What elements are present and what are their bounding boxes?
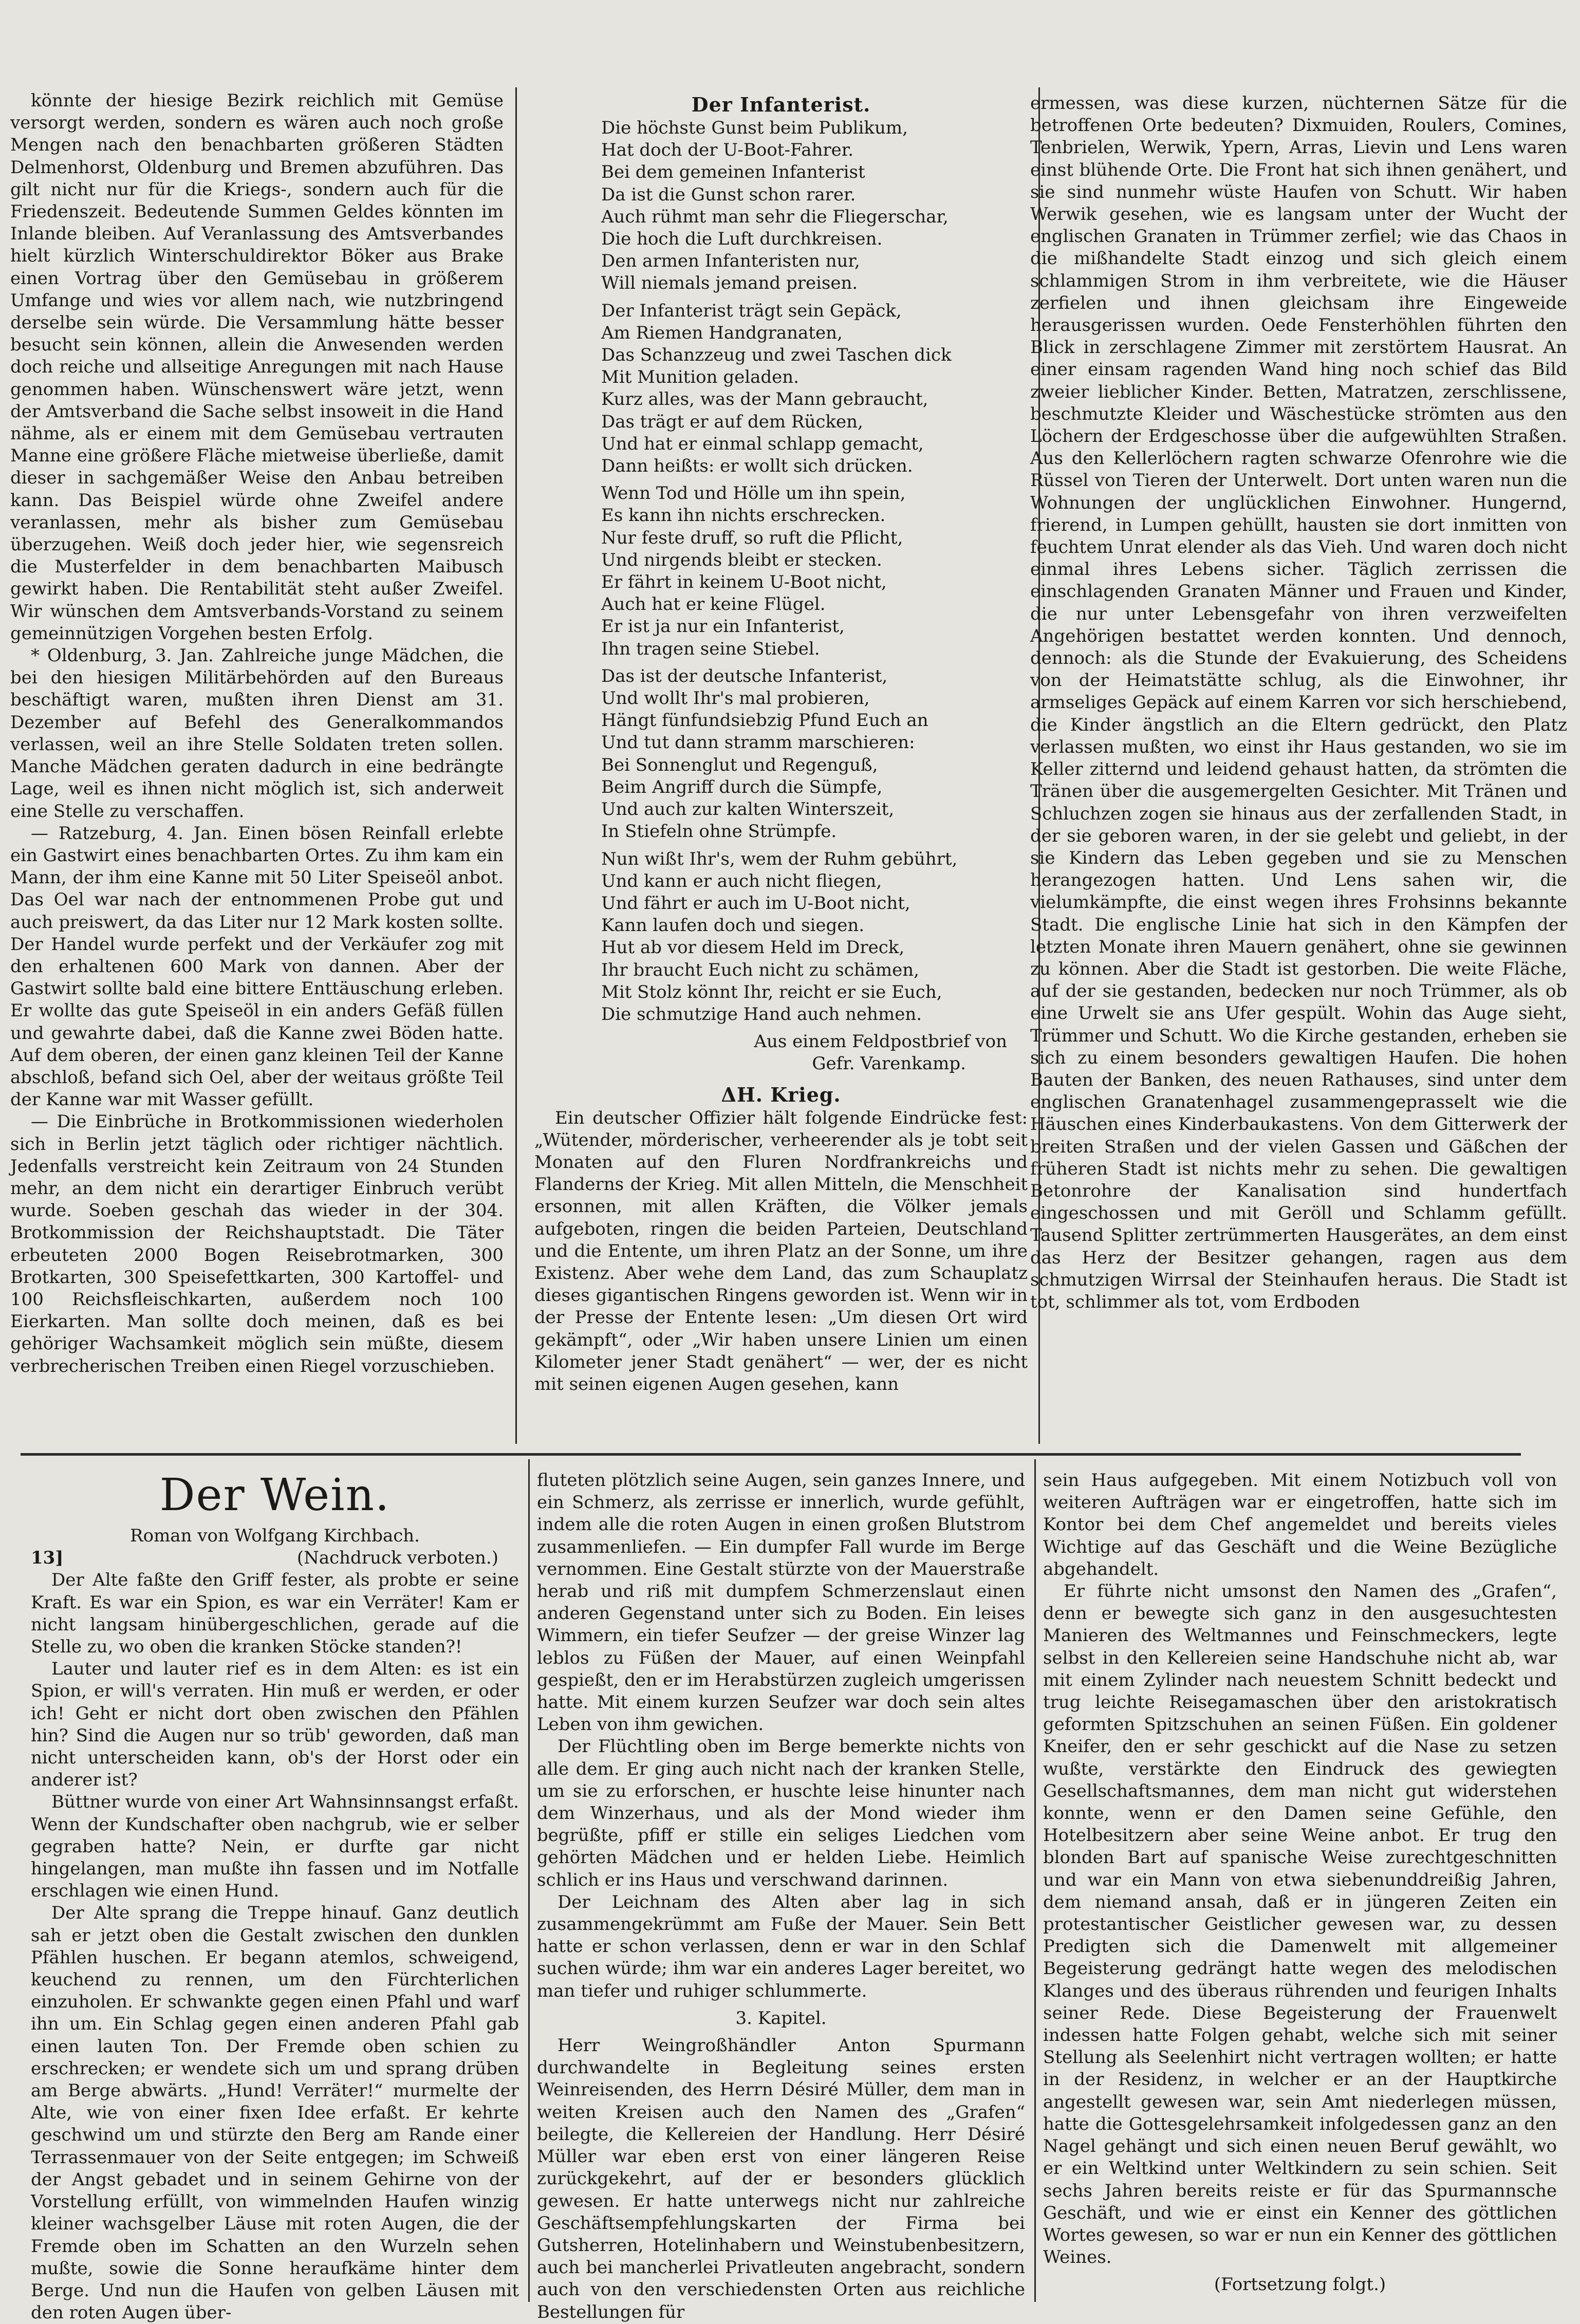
poem-stanza xyxy=(601,117,1028,295)
poem-line: Es kann ihn nichts erschrecken. xyxy=(601,505,886,526)
installment-number: 13] xyxy=(31,1548,64,1569)
poem-line: Er ist ja nur ein Infanterist, xyxy=(601,616,845,637)
feuilleton-subtitle: Roman von Wolfgang Kirchbach. xyxy=(130,1526,420,1546)
poem-line: Ihn tragen seine Stiebel. xyxy=(601,638,820,659)
poem-stanza xyxy=(601,848,1028,1026)
poem-line: Beim Angriff durch die Sümpfe, xyxy=(601,776,883,797)
feuilleton-column-3 xyxy=(1043,1470,1557,2297)
poem-line: Und auch zur kalten Winterszeit, xyxy=(601,799,895,820)
novel-paragraph: Der Alte sprang die Treppe hinauf. Ganz deutlich sah er jetzt oben die Gestalt zwischen den dunklen Pfählen huschen. Er begann atemlos, schweigend, keuchend zu rennen, um den Fürchterlichen einzuholen. Er schwankte gegen einen Pfahl und warf ihn um. Ein Schlag gegen einen anderen Pfahl gab einen lauten Ton. Der Fremde oben schien zu erschrecken; er wendete sich um und sprang drüben am Berge abwärts. „Hund! Verräter!“ murmelte der Alte, wie von einer fixen Idee erfaßt. Er kehrte geschwind um und stürzte den Berg am Rande einer Terrassenmauer von der Seite entgegen; im Schweiß der Angst gebadet und in seinem Gehirne von der Vorstellung erfüllt, von wimmelnden Haufen winzig kleiner wachsgelber Läuse mit roten Augen, die der Fremde oben im Schatten an den Wurzeln sehen mußte, sowie die Sonne heraufkäme hinter dem Berge. Und nun die Haufen von gelben Läusen mit den roten Augen über- xyxy=(31,1903,519,2323)
article-paragraph: * Oldenburg, 3. Jan. Zahlreiche junge Mädchen, die bei den hiesigen Militärbehörden auf den Bureaus beschäftigt waren, mußten ihren Dienst am 31. Dezember auf Befehl des Generalkommandos verlassen, weil an ihre Stelle Soldaten treten sollen. Manche Mädchen geraten dadurch in eine bedrängte Lage, weil es ihnen nicht möglich ist, sich anderweit eine Stelle zu verschaffen. xyxy=(10,645,504,822)
poem-line: Und wollt Ihr's mal probieren, xyxy=(601,688,870,709)
poem-line: Nur feste druff, so ruft die Pflicht, xyxy=(601,527,903,548)
column-divider xyxy=(1034,1459,1036,2302)
poem-title: Der Infanterist. xyxy=(691,93,871,116)
article-paragraph: könnte der hiesige Bezirk reichlich mit Gemüse versorgt werden, sondern es wären auch noch große Mengen nach den benachbarten größeren Städten Delmenhorst, Oldenburg und Bremen abzuführen. Das gilt nicht nur für die Kriegs-, sondern auch für die Friedenszeit. Bedeutende Summen Geldes könnten im Inlande bleiben. Auf Veranlassung des Amtsverbandes hielt kürzlich Winterschuldirektor Böker aus Brake einen Vortrag über den Gemüsebau in größerem Umfange und wies vor allem nach, wie nutzbringend derselbe sein würde. Die Versammlung hätte besser besucht sein können, allein die Anwesenden werden doch reiche und allseitige Anregungen mit nach Hause genommen haben. Wünschenswert wäre jetzt, wenn der Amtsverband die Sache selbst insoweit in die Hand nähme, als er einem mit dem Gemüsebau vertrauten Manne eine größere Fläche mietweise überließe, damit dieser in sachgemäßer Weise den Anbau betreiben kann. Das Beispiel würde ohne Zweifel andere veranlassen, mehr als bisher zum Gemüsebau überzugehen. Weiß doch jeder hier, wie segensreich die Musterfelder in dem benachbarten Maibusch gewirkt haben. Die Rentabilität steht außer Zweifel. Wir wünschen dem Amtsverbands-Vorstand zu seinem gemeinnützigen Vorgehen besten Erfolg. xyxy=(10,90,504,644)
poem-line: Hat doch der U-Boot-Fahrer. xyxy=(601,140,854,161)
feuilleton-column-2 xyxy=(537,1470,1025,2322)
poem-line: Hängt fünfundsiebzig Pfund Euch an xyxy=(601,710,928,731)
section-divider xyxy=(21,1453,1521,1456)
poem-line: Hut ab vor diesem Held im Dreck, xyxy=(601,937,905,958)
poem-line: Will niemals jemand preisen. xyxy=(601,273,858,294)
poem-line: Und fährt er auch im U-Boot nicht, xyxy=(601,893,910,914)
poem-line: In Stiefeln ohne Strümpfe. xyxy=(601,821,837,842)
right-column xyxy=(1030,92,1567,1439)
poem-line: Kann laufen doch und siegen. xyxy=(601,915,865,936)
poem-line: Die höchste Gunst beim Publikum, xyxy=(601,118,908,138)
poem-author: Gefr. Varenkamp. xyxy=(812,1053,966,1074)
poem-line: Kurz alles, was der Mann gebraucht, xyxy=(601,389,928,410)
poem-line: Am Riemen Handgranaten, xyxy=(601,322,843,343)
poem-line: Bei Sonnenglut und Regenguß, xyxy=(601,754,878,775)
poem-line: Da ist die Gunst schon rarer. xyxy=(601,184,856,205)
novel-paragraph: Herr Weingroßhändler Anton Spurmann durchwandelte in Begleitung seines ersten Weinreisenden, des Herrn Désiré Müller, dem man in weiten Kreisen auch den Namen des „Grafen“ beilegte, die Kellereien der Handlung. Herr Désiré Müller war eben erst von einer längeren Reise zurückgekehrt, auf der er besonders glücklich gewesen. Er hatte unterwegs nicht nur zahlreiche Geschäftsempfehlungskarten der Firma bei Gutsherren, Hotelinhabern und Weinstubenbesitzern, auch bei mancherlei Privatleuten angebracht, sondern auch von den verschiedensten Orten aus reichliche Bestellungen für xyxy=(537,2035,1025,2322)
poem-line: Er fährt in keinem U-Boot nicht, xyxy=(601,572,887,593)
copyright-note: (Nachdruck verboten.) xyxy=(296,1548,498,1569)
poem-stanza xyxy=(601,482,1028,660)
poem-line: Auch rühmt man sehr die Fliegerschar, xyxy=(601,206,949,227)
poem-line: Mit Stolz könnt Ihr, reicht er sie Euch, xyxy=(601,981,942,1002)
feuilleton-meta xyxy=(31,1547,519,1569)
column-divider xyxy=(515,87,517,1444)
chapter-heading: 3. Kapitel. xyxy=(735,2007,827,2029)
novel-paragraph: fluteten plötzlich seine Augen, sein ganzes Innere, und ein Schmerz, als zerrisse er innerlich, wurde gefühlt, indem alle die roten Augen in einen großen Blutstrom zusammenliefen. — Ein dumpfer Fall wurde im Berge vernommen. Eine Gestalt stürzte von der Mauerstraße herab und riß mit dumpfem Schmerzenslaut einen anderen Gegenstand unter sich zu Boden. Ein leises Wimmern, ein tiefer Seufzer — der greise Winzer lag leblos zu Füßen der Mauer, auf einen Weinpfahl gespießt, den er im Herabstürzen zugleich umgerissen hatte. Mit einem kurzen Seufzer war doch sein altes Leben von ihm gewichen. xyxy=(537,1470,1025,1735)
poem-line: Wenn Tod und Hölle um ihn spein, xyxy=(601,483,906,504)
poem-line: Das Schanzzeug und zwei Taschen dick xyxy=(601,345,952,366)
column-divider xyxy=(528,1459,530,2302)
middle-column xyxy=(534,92,1028,1439)
poem-source: Aus einem Feldpostbrief von xyxy=(754,1031,1007,1052)
poem-line: Und hat er einmal schlapp gemacht, xyxy=(601,433,924,454)
continued-note: (Fortsetzung folgt.) xyxy=(1214,2274,1386,2295)
left-column xyxy=(10,90,504,1436)
krieg-title: ΔH. Krieg. xyxy=(721,1083,841,1106)
poem-line: Und kann er auch nicht fliegen, xyxy=(601,870,882,891)
poem-line: Und nirgends bleibt er stecken. xyxy=(601,549,882,570)
poem-line: Der Infanterist trägt sein Gepäck, xyxy=(601,300,902,321)
article-paragraph: — Die Einbrüche in Brotkommissionen wiederholen sich in Berlin jetzt täglich oder richtiger nächtlich. Jedenfalls verstreicht kein Zeitraum von 24 Stunden mehr, an dem nicht ein derartiger Einbruch verübt wurde. Soeben geschah das wieder in der 304. Brotkommission der Reichshauptstadt. Die Täter erbeuteten 2000 Bogen Reisebrotmarken, 300 Brotkarten, 300 Speisefettkarten, 300 Kartoffel- und 100 Reichsfleischkarten, außerdem noch 100 Eierkarten. Man sollte doch meinen, daß es bei gehöriger Wachsamkeit möglich sein müßte, diesem verbrecherischen Treiben einen Riegel vorzuschieben. xyxy=(10,1111,504,1377)
poem-line: Auch hat er keine Flügel. xyxy=(601,594,826,615)
poem-line: Ihr braucht Euch nicht zu schämen, xyxy=(601,959,919,980)
krieg-text: Ein deutscher Offizier hält folgende Eindrücke fest: „Wütender, mörderischer, verheerender als je tobt seit Monaten auf den Fluren Nordfrankreichs und Flanderns der Krieg. Mit allen Mitteln, die Menschheit ersonnen, mit allen Kräften, die Völker jemals aufgeboten, ringen die beiden Parteien, Deutschland und die Entente, um ihren Platz an der Sonne, um ihre Existenz. Aber wehe dem Land, das zum Schauplatz dieses gigantischen Ringens geworden ist. Wenn wir in der Presse der Entente lesen: „Um diesen Ort wird gekämpft“, oder „Wir haben unsere Linien um einen Kilometer jener Stadt genähert“ — wer, der es nicht mit seinen eigenen Augen gesehen, kann xyxy=(534,1107,1028,1395)
poem-line: Den armen Infanteristen nur, xyxy=(601,251,860,272)
poem-line: Das trägt er auf dem Rücken, xyxy=(601,411,863,432)
article-paragraph: — Ratzeburg, 4. Jan. Einen bösen Reinfall erlebte ein Gastwirt eines benachbarten Ortes. Zu ihm kam ein Mann, der ihm eine Kanne mit 50 Liter Speiseöl anbot. Das Oel war nach der entnommenen Probe gut und auch preiswert, da das Liter nur 12 Mark kosten sollte. Der Handel wurde perfekt und der Verkäufer zog mit den erhaltenen 600 Mark von dannen. Aber der Gastwirt sollte bald eine bittere Enttäuschung erleben. Er wollte das gute Speiseöl in ein anders Gefäß füllen und gewahrte dabei, daß die Kanne zwei Böden hatte. Auf dem oberen, der einen ganz kleinen Teil der Kanne abschloß, befand sich Oel, aber der weitaus größte Teil der Kanne war mit Wasser gefüllt. xyxy=(10,823,504,1110)
novel-paragraph: Lauter und lauter rief es in dem Alten: es ist ein Spion, er will's verraten. Hin muß er werden, er oder ich! Geht er nicht dort oben zwischen den Pfählen hin? Sind die Augen nur so trüb' geworden, daß man nicht unterscheiden kann, ob's der Horst oder ein anderer ist? xyxy=(31,1659,519,1791)
novel-paragraph: Büttner wurde von einer Art Wahnsinnsangst erfaßt. Wenn der Kundschafter oben nachgrub, wie er selber gegraben hatte? Nein, er durfte gar nicht hingelangen, man mußte ihn fassen und im Notfalle erschlagen wie einen Hund. xyxy=(31,1792,519,1902)
poem-line: Und tut dann stramm marschieren: xyxy=(601,732,915,753)
novel-paragraph: Der Flüchtling oben im Berge bemerkte nichts von alle dem. Er ging auch nicht nach der kranken Stelle, um sie zu erforschen, er huschte leise hinunter nach dem Winzerhaus, und als der Mond wieder ihm begrüßte, pfiff er stille ein seliges Liedchen vom gehörten Mädchen und er helden Liebe. Heimlich schlich er ins Haus und verschwand darinnen. xyxy=(537,1736,1025,1890)
poem-line: Bei dem gemeinen Infanterist xyxy=(601,162,865,183)
novel-paragraph: Der Leichnam des Alten aber lag in sich zusammengekrümmt am Fuße der Mauer. Sein Bett hatte er schon verlassen, denn er war in den Schlaf suchen würde; ihm war ein anderes Lager bereitet, wo man tiefer und ruhiger schlummerte. xyxy=(537,1891,1025,2001)
poem-stanza xyxy=(601,300,1028,478)
poem-line: Das ist der deutsche Infanterist, xyxy=(601,665,888,686)
poem-line: Mit Munition geladen. xyxy=(601,367,799,388)
poem-line: Nun wißt Ihr's, wem der Ruhm gebührt, xyxy=(601,848,958,869)
poem-line: Dann heißts: er wollt sich drücken. xyxy=(601,456,913,477)
poem-stanza xyxy=(601,665,1028,843)
feuilleton-column-1 xyxy=(31,1464,519,2323)
novel-paragraph: sein Haus aufgegeben. Mit einem Notizbuch voll von weiteren Aufträgen war er eingetroffen, hatte sich im Kontor bei dem Chef angemeldet und bereits vieles Wichtige auf das Geschäft und die Weine Bezügliche abgehandelt. xyxy=(1043,1470,1557,1579)
poem-line: Die schmutzige Hand auch nehmen. xyxy=(601,1003,922,1025)
article-paragraph: ermessen, was diese kurzen, nüchternen Sätze für die betroffenen Orte bedeuten? Dixmuiden, Roulers, Comines, Tenbrielen, Werwik, Ypern, Arras, Lievin und Lens waren einst blühende Orte. Die Front hat sich ihnen genähert, und sie sind nunmehr wüste Haufen von Schutt. Wir haben Werwik gesehen, wie es langsam unter der Wucht der englischen Granaten in Trümmer zerfiel; wie das Chaos in die mißhandelte Stadt einzog und sich gleich einem schlammigen Strom in ihm verbreitete, wie die Häuser zerfielen und ihnen gleichsam ihre Eingeweide herausgerissen wurden. Oede Fensterhöhlen führten den Blick in zerschlagene Zimmer mit zerstörtem Hausrat. An einer einsam ragenden Wand hing noch schief das Bild zweier lieblicher Kinder. Betten, Matratzen, zerschlissene, beschmutzte Kleider und Wäschestücke strömten aus den Löchern der Erdgeschosse über die aufgewühlten Straßen. Aus den Kellerlöchern ragten schwarze Ofenrohre wie die Rüssel von Tieren der Unterwelt. Dort unten waren nun die Wohnungen der unglücklichen Einwohner. Hungernd, frierend, in Lumpen gehüllt, hausten sie dort inmitten von feuchtem Unrat elender als das Vieh. Und waren doch nicht einmal ihres Lebens sicher. Täglich zerrissen die einschlagenden Granaten Männer und Frauen und Kinder, die nur unter Lebensgefahr von ihren verzweifelten Angehörigen bestattet werden konnten. Und dennoch, dennoch: als die Stunde der Evakuierung, des Scheidens von der Heimatstätte schlug, als die Einwohner, ihr armseliges Gepäck auf einem Karren vor sich herschiebend, die Kinder ängstlich an die Eltern gedrückt, den Platz verlassen mußten, wo einst ihr Haus gestanden, wo sie im Keller zitternd und leidend gehaust hatten, da strömten die Tränen über die ausgemergelten Gesichter. Mit Tränen und Schluchzen zogen sie hinaus aus der zerfallenden Stadt, in der sie geboren waren, in der sie gelebt und geliebt, in der sie Kindern das Leben gegeben und sie zu Menschen herangezogen hatten. Und Lens sahen wir, die vielumkämpfte, die einst wegen ihres Frohsinns bekannte Stadt. Die englische Linie hat sich in den Kämpfen der letzten Monate ihren Mauern genähert, ohne sie gewinnen zu können. Aber die Stadt ist gestorben. Die weite Fläche, auf der sie gestanden, bedecken nur noch Trümmer, als ob eine Urwelt sie ans Ufer gespült. Wohin das Auge sieht, Trümmer und Schutt. Wo die Kirche gestanden, erheben sie sich zu einem besonders gewaltigen Haufen. Die hohen Bauten der Banken, des neuen Rathauses, sind unter dem englischen Granatenhagel zusammengeprasselt wie die Häuschen eines Kinderbaukastens. Von dem Gitterwerk der breiten Straßen und der vielen Gassen und Gäßchen der früheren Stadt ist nichts mehr zu sehen. Die gewaltigen Betonrohre der Kanalisation sind hundertfach eingeschossen und mit Geröll und Schlamm gefüllt. Tausend Splitter zertrümmerten Hausgerätes, an dem einst das Herz der Besitzer gehangen, ragen aus dem schmutzigen Wirrsal der Steinhaufen heraus. Die Stadt ist tot, schlimmer als tot, vom Erdboden xyxy=(1030,93,1567,1312)
novel-paragraph: Er führte nicht umsonst den Namen des „Grafen“, denn er bewegte sich ganz in den ausgesuchtesten Manieren des Weltmannes und Feinschmeckers, legte selbst in den Kellereien seine Handschuhe nicht ab, war mit einem Zylinder nach neuestem Schnitt bedeckt und trug leichte Reisegamaschen über den aristokratisch geformten Spitzschuhen an seinen Füßen. Ein goldener Kneifer, den er sehr geschickt auf die Nase zu setzen wußte, verstärkte den Eindruck des gewiegten Gesellschaftsmannes, dem man nicht gut widerstehen konnte, wenn er den Damen seine Gefühle, den Hotelbesitzern aber seine Weine anbot. Er trug den blonden Bart auf spanische Weise zurechtgeschnitten und war ein Mann von etwa siebenunddreißig Jahren, dem niemand ansah, daß er in jüngeren Zeiten ein protestantischer Geistlicher gewesen war, zu dessen Predigten sich die Damenwelt mit allgemeiner Begeisterung gedrängt hatte wegen des melodischen Klanges und des überaus rührenden und feurigen Inhalts seiner Rede. Diese Begeisterung der Frauenwelt indessen hatte Folgen gehabt, welche sich mit seiner Stellung als Seelenhirt nicht vertragen wollten; er hatte in der Residenz, in welcher er an der Hauptkirche angestellt gewesen war, sein Amt niederlegen müssen, hatte die Gottesgelehrsamkeit infolgedessen ganz an den Nagel gehängt und sich einen neuen Beruf gewählt, wo er ein Weltkind unter Weltkindern zu sein schien. Seit sechs Jahren bereits reiste er für das Spurmannsche Geschäft, und wie er einst ein Kenner des göttlichen Wortes gewesen, so war er nun ein Kenner des göttlichen Weines. xyxy=(1043,1581,1557,2268)
feuilleton-title: Der Wein. xyxy=(159,1470,391,1521)
poem-line: Die hoch die Luft durchkreisen. xyxy=(601,229,883,250)
novel-paragraph: Der Alte faßte den Griff fester, als probte er seine Kraft. Es war ein Spion, es war ein Verräter! Kam er nicht langsam hinübergeschlichen, gerade auf die Stelle zu, wo oben die kranken Stöcke standen?! xyxy=(31,1570,519,1658)
